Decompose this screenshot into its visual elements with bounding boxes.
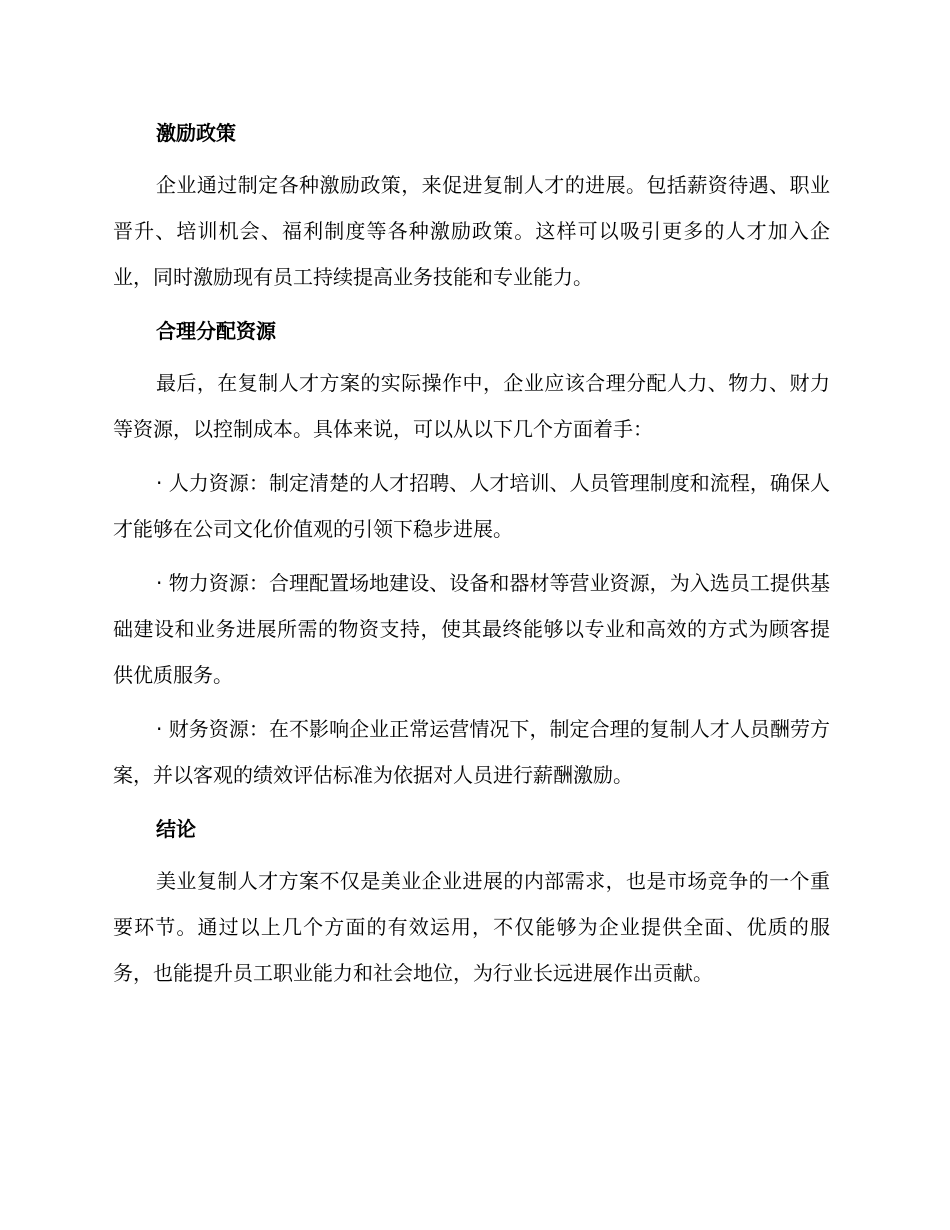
section-heading: 结论 [156, 817, 196, 841]
body-paragraph: 美业复制人才方案不仅是美业企业进展的内部需求，也是市场竞争的一个重要环节。通过以上几个方面的有效运用，不仅能够为企业提供全面、优质的服务，也能提升员工职业能力和社会地位，为行业长远进展作出贡献。 [113, 869, 830, 985]
document-page [113, 110, 830, 996]
section-heading: 激励政策 [156, 121, 236, 145]
bullet-paragraph-financial-resources: · 财务资源：在不影响企业正常运营情况下，制定合理的复制人才人员酬劳方案，并以客观的绩效评估标准为依据对人员进行薪酬激励。 [113, 717, 830, 787]
section-heading: 合理分配资源 [156, 319, 276, 343]
section-conclusion [113, 806, 830, 996]
section-incentive-policy [113, 110, 830, 308]
section-resource-allocation [113, 308, 830, 806]
bullet-paragraph-material-resources: · 物力资源：合理配置场地建设、设备和器材等营业资源，为入选员工提供基础建设和业务进展所需的物资支持，使其最终能够以专业和高效的方式为顾客提供优质服务。 [113, 571, 830, 687]
body-paragraph: 最后，在复制人才方案的实际操作中，企业应该合理分配人力、物力、财力等资源，以控制成本。具体来说，可以从以下几个方面着手： [113, 371, 830, 441]
bullet-paragraph-human-resources: · 人力资源：制定清楚的人才招聘、人才培训、人员管理制度和流程，确保人才能够在公司文化价值观的引领下稳步进展。 [113, 471, 830, 541]
body-paragraph: 企业通过制定各种激励政策，来促进复制人才的进展。包括薪资待遇、职业晋升、培训机会、福利制度等各种激励政策。这样可以吸引更多的人才加入企业，同时激励现有员工持续提高业务技能和专业能力。 [113, 173, 830, 289]
